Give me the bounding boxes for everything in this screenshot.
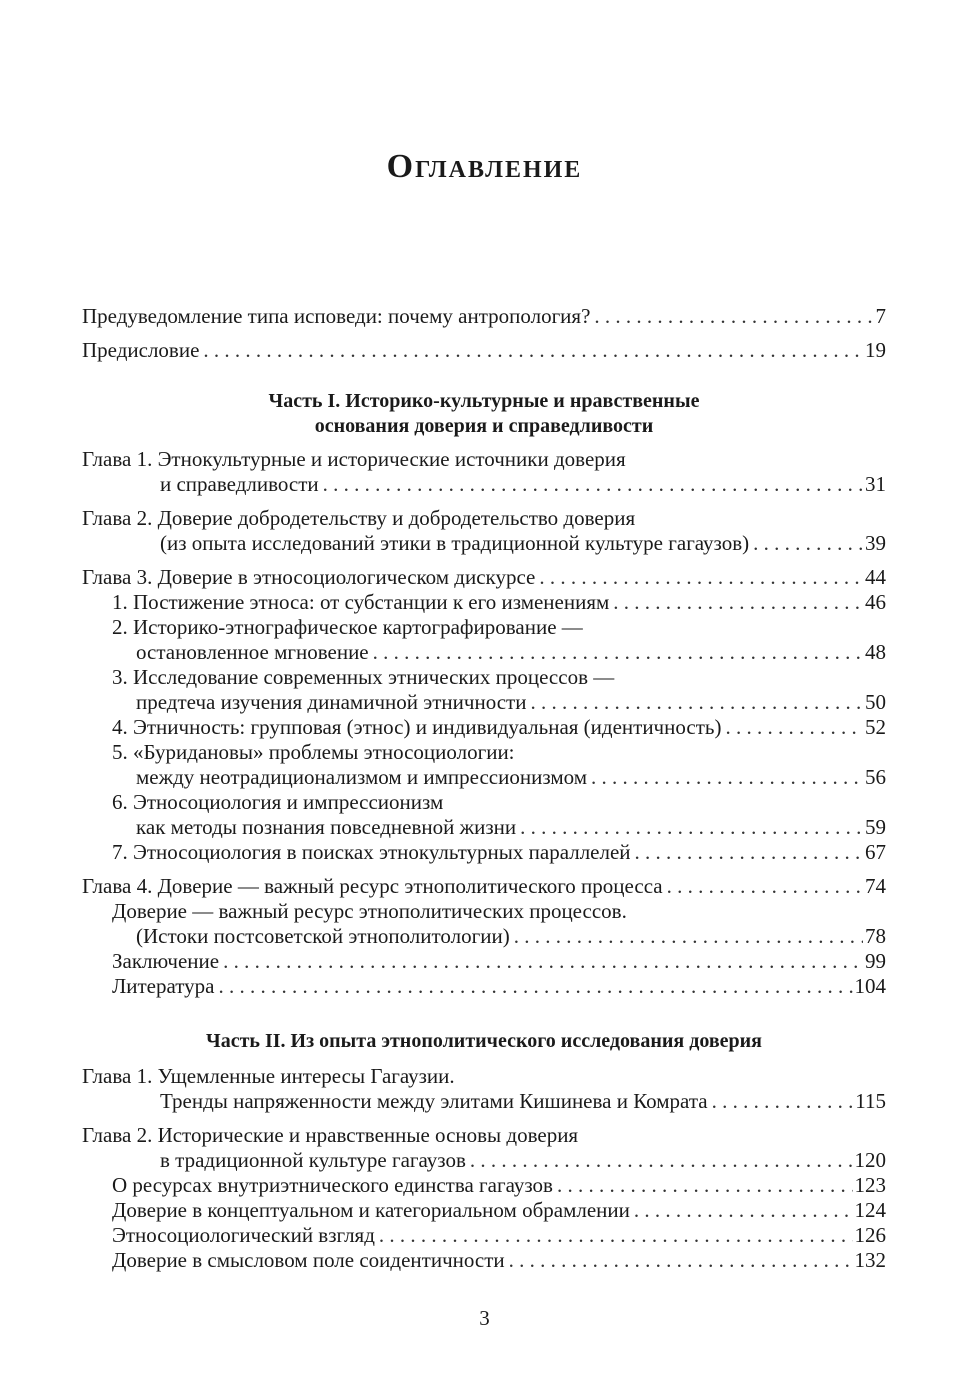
toc-entry-text-cont: в традиционной культуре гагаузов	[160, 1148, 466, 1172]
toc-entry-text-cont: Тренды напряженности между элитами Кишинева и Комрата	[160, 1089, 708, 1113]
dot-leader	[634, 1198, 853, 1223]
part-1-heading	[82, 389, 886, 439]
dot-leader	[514, 924, 863, 949]
toc-entry-text: Доверие в концептуальном и категориальном обрамлении	[112, 1198, 630, 1222]
toc-entry-text: 2. Историко-этнографическое картографирование —	[112, 615, 583, 639]
dot-leader	[218, 974, 852, 999]
toc-entry-text: 7. Этносоциология в поисках этнокультурных параллелей	[112, 840, 631, 864]
dot-leader	[223, 949, 863, 974]
toc-entry-text: Глава 2. Исторические и нравственные основы доверия	[82, 1123, 579, 1147]
toc-page-number: 7	[875, 304, 886, 328]
dot-leader	[379, 1223, 853, 1248]
toc-entry-text: Глава 3. Доверие в этносоциологическом дискурсе	[82, 565, 536, 589]
toc-page-number: 126	[854, 1223, 886, 1247]
toc-page-number: 48	[865, 640, 886, 664]
dot-leader	[557, 1173, 853, 1198]
toc-entry-text: 1. Постижение этноса: от субстанции к его изменениям	[112, 590, 610, 614]
page-title: Оглавление	[386, 148, 583, 185]
toc-entry-part2-chapter1[interactable]	[82, 1064, 886, 1114]
dot-leader	[613, 590, 863, 615]
toc-entry-text-cont: и справедливости	[160, 472, 319, 496]
toc-page-number: 67	[865, 840, 886, 864]
toc-entry-text: Глава 1. Этнокультурные и исторические источники доверия	[82, 447, 626, 471]
dot-leader	[470, 1148, 853, 1173]
toc-page-number: 56	[865, 765, 886, 789]
dot-leader	[591, 765, 863, 790]
toc-entry-text-cont: между неотрадиционализмом и импрессионизмом	[136, 765, 588, 789]
toc-page-number: 31	[865, 472, 886, 496]
toc-entry-part1-chapter3[interactable]	[82, 565, 886, 590]
dot-leader	[530, 690, 863, 715]
dot-leader	[373, 640, 863, 665]
toc-page-number: 78	[865, 924, 886, 948]
toc-subentry-3-3[interactable]	[82, 665, 886, 715]
part-1-heading-line2: основания доверия и справедливости	[314, 415, 654, 437]
toc-page-number: 74	[865, 874, 886, 898]
page-number: 3	[479, 1306, 490, 1330]
toc-entry-text-cont: предтеча изучения динамичной этничности	[136, 690, 527, 714]
toc-page-number: 39	[865, 531, 886, 555]
toc-entry-text: Заключение	[112, 949, 220, 973]
toc-subentry-p2-2-2[interactable]	[82, 1198, 886, 1223]
dot-leader	[539, 565, 863, 590]
toc-entry-part1-chapter4[interactable]	[82, 874, 886, 899]
dot-leader	[635, 840, 863, 865]
toc-page-number: 104	[854, 974, 886, 998]
toc-entry-text-cont: как методы познания повседневной жизни	[136, 815, 517, 839]
dot-leader	[753, 531, 863, 556]
toc-page-number: 59	[865, 815, 886, 839]
part-1-heading-line1: Часть I. Историко-культурные и нравственные	[268, 390, 700, 412]
dot-leader	[725, 715, 863, 740]
toc-page-number: 115	[855, 1089, 886, 1113]
toc-entry-text-cont: (Истоки постсоветской этнополитологии)	[136, 924, 510, 948]
toc-entry-part1-chapter1[interactable]	[82, 447, 886, 497]
toc-entry-foreword[interactable]	[82, 338, 886, 363]
toc-subentry-3-2[interactable]	[82, 615, 886, 665]
toc-page-number: 46	[865, 590, 886, 614]
toc-page-number: 120	[854, 1148, 886, 1172]
toc-subentry-p2-2-1[interactable]	[82, 1173, 886, 1198]
toc-page-number: 50	[865, 690, 886, 714]
toc-entry-text: О ресурсах внутриэтнического единства гагаузов	[112, 1173, 553, 1197]
toc-subentry-3-4[interactable]	[82, 715, 886, 740]
table-of-contents	[82, 304, 886, 1273]
toc-entry-text: 3. Исследование современных этнических процессов —	[112, 665, 615, 689]
toc-subentry-p2-2-3[interactable]	[82, 1223, 886, 1248]
dot-leader	[520, 815, 863, 840]
toc-entry-text: Литература	[112, 974, 215, 998]
toc-entry-text: Предуведомление типа исповеди: почему антропология?	[82, 304, 591, 328]
part-2-heading: Часть II. Из опыта этнополитического исследования доверия	[206, 1030, 762, 1052]
toc-entry-text: 6. Этносоциология и импрессионизм	[112, 790, 444, 814]
toc-subentry-3-5[interactable]	[82, 740, 886, 790]
toc-page-number: 123	[854, 1173, 886, 1197]
toc-entry-text: Предисловие	[82, 338, 200, 362]
toc-entry-literature[interactable]	[82, 974, 886, 999]
toc-entry-text: Глава 1. Ущемленные интересы Гагаузии.	[82, 1064, 455, 1088]
toc-entry-text-cont: (из опыта исследований этики в традиционной культуре гагаузов)	[160, 531, 750, 555]
toc-page-number: 124	[854, 1198, 886, 1222]
toc-page-number: 132	[854, 1248, 886, 1272]
toc-entry-preface-confession[interactable]	[82, 304, 886, 329]
toc-page-number: 52	[865, 715, 886, 739]
toc-subentry-3-7[interactable]	[82, 840, 886, 865]
toc-entry-text-cont: остановленное мгновение	[136, 640, 369, 664]
toc-entry-text: 5. «Буридановы» проблемы этносоциологии:	[112, 740, 515, 764]
toc-subentry-3-6[interactable]	[82, 790, 886, 840]
dot-leader	[509, 1248, 853, 1273]
toc-page-number: 19	[865, 338, 886, 362]
dot-leader	[667, 874, 863, 899]
dot-leader	[203, 338, 863, 363]
toc-entry-text: Глава 2. Доверие добродетельству и добродетельство доверия	[82, 506, 636, 530]
toc-entry-part2-chapter2[interactable]	[82, 1123, 886, 1173]
toc-subentry-4-1[interactable]	[82, 899, 886, 949]
toc-entry-part1-chapter2[interactable]	[82, 506, 886, 556]
toc-entry-text: Этносоциологический взгляд	[112, 1223, 375, 1247]
toc-entry-text: 4. Этничность: групповая (этнос) и индивидуальная (идентичность)	[112, 715, 722, 739]
toc-entry-text: Глава 4. Доверие — важный ресурс этнополитического процесса	[82, 874, 663, 898]
dot-leader	[323, 472, 863, 497]
toc-subentry-p2-2-4[interactable]	[82, 1248, 886, 1273]
dot-leader	[712, 1089, 854, 1114]
toc-entry-text: Доверие в смысловом поле соидентичности	[112, 1248, 505, 1272]
toc-entry-text: Доверие — важный ресурс этнополитических процессов.	[112, 899, 627, 923]
toc-entry-conclusion[interactable]	[82, 949, 886, 974]
dot-leader	[594, 304, 873, 329]
toc-page-number: 99	[865, 949, 886, 973]
toc-page-number: 44	[865, 565, 886, 589]
toc-subentry-3-1[interactable]	[82, 590, 886, 615]
